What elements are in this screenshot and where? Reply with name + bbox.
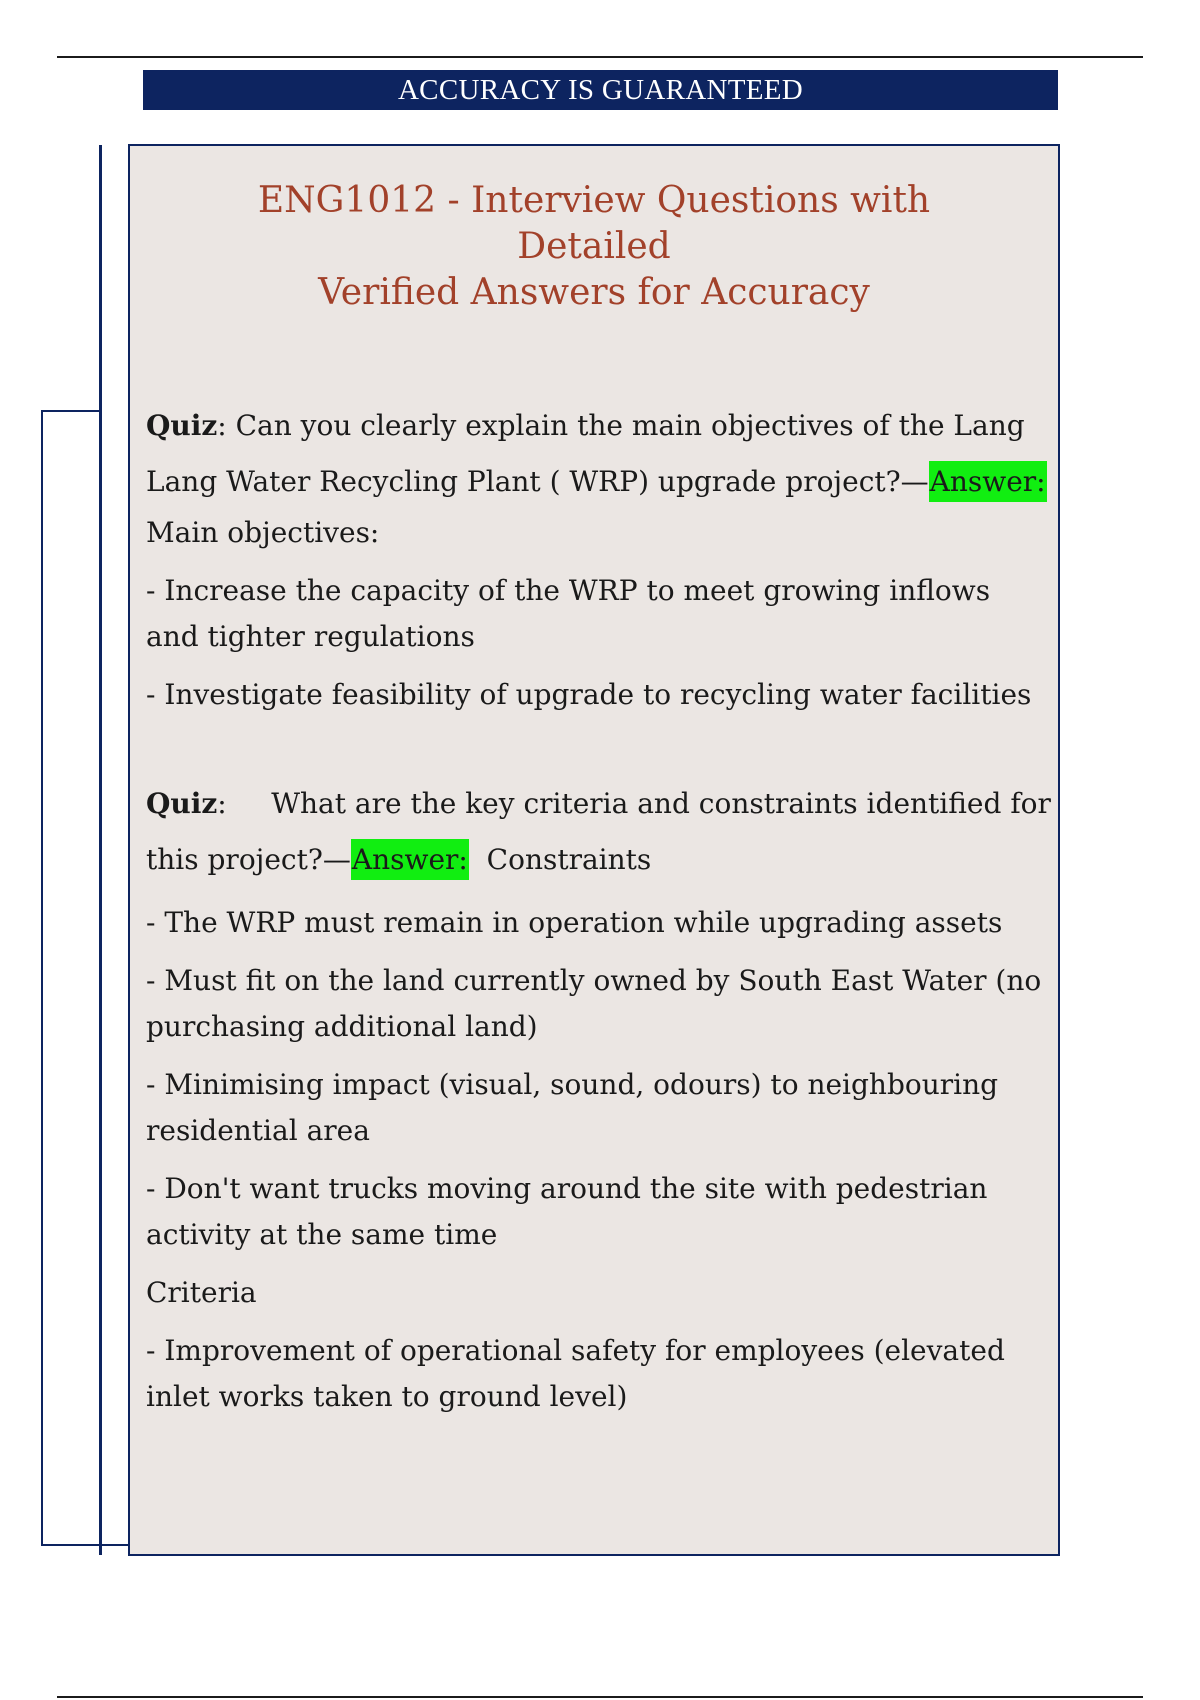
top-rule	[57, 56, 1143, 58]
constraint-item-2: - Must fit on the land currently owned by South East Water (no purchasing additional land)	[146, 964, 1042, 1043]
bracket-inner-line	[99, 145, 102, 1555]
quiz2-answer-label: Answer:	[351, 839, 469, 880]
constraint-item-3: - Minimising impact (visual, sound, odours) to neighbouring residential area	[146, 1068, 999, 1147]
bracket-top-line	[41, 410, 99, 412]
quiz1-question-line-1	[146, 398, 1048, 454]
quiz1-bullet-1: - Increase the capacity of the WRP to meet growing inflows and tighter regulations	[146, 574, 991, 653]
content-panel	[128, 144, 1060, 1556]
criteria-heading: Criteria	[146, 1276, 257, 1309]
quiz1-bullet-2: - Investigate feasibility of upgrade to recycling water facilities	[146, 678, 1032, 711]
quiz1-question-text-1: : Can you clearly explain the main objectives of the Lang	[217, 409, 1025, 442]
title-line-2: Verified Answers for Accuracy	[318, 272, 870, 313]
quiz2-question-line-2	[146, 832, 1048, 888]
criteria-item-1: - Improvement of operational safety for employees (elevated inlet works taken to ground level)	[146, 1334, 1005, 1413]
quiz2-question-line-1	[146, 776, 1051, 832]
bracket-outer-line	[41, 410, 43, 1546]
bottom-rule	[57, 1696, 1143, 1698]
quiz1-question-text-2: Lang Water Recycling Plant ( WRP) upgrade project?—	[146, 465, 929, 498]
quiz2-question-text-2: this project?—	[146, 843, 351, 876]
quiz2-label: Quiz	[146, 787, 218, 820]
quiz1-answer-label: Answer:	[929, 461, 1047, 502]
quiz1-question-line-2	[146, 454, 1048, 510]
quiz1-intro: Main objectives:	[146, 516, 380, 549]
accuracy-banner: ACCURACY IS GUARANTEED	[143, 70, 1058, 110]
quiz2-constraints-heading: Constraints	[468, 843, 652, 876]
document-body	[146, 398, 1051, 1420]
constraint-item-1: - The WRP must remain in operation while upgrading assets	[146, 906, 1003, 939]
page-title	[130, 178, 1058, 316]
quiz1-label: Quiz	[146, 409, 218, 442]
quiz2-question-text-1: : What are the key criteria and constraints identified for	[217, 787, 1051, 820]
title-line-1: ENG1012 - Interview Questions with Detailed	[257, 180, 931, 267]
constraint-item-4: - Don't want trucks moving around the site with pedestrian activity at the same time	[146, 1172, 988, 1251]
